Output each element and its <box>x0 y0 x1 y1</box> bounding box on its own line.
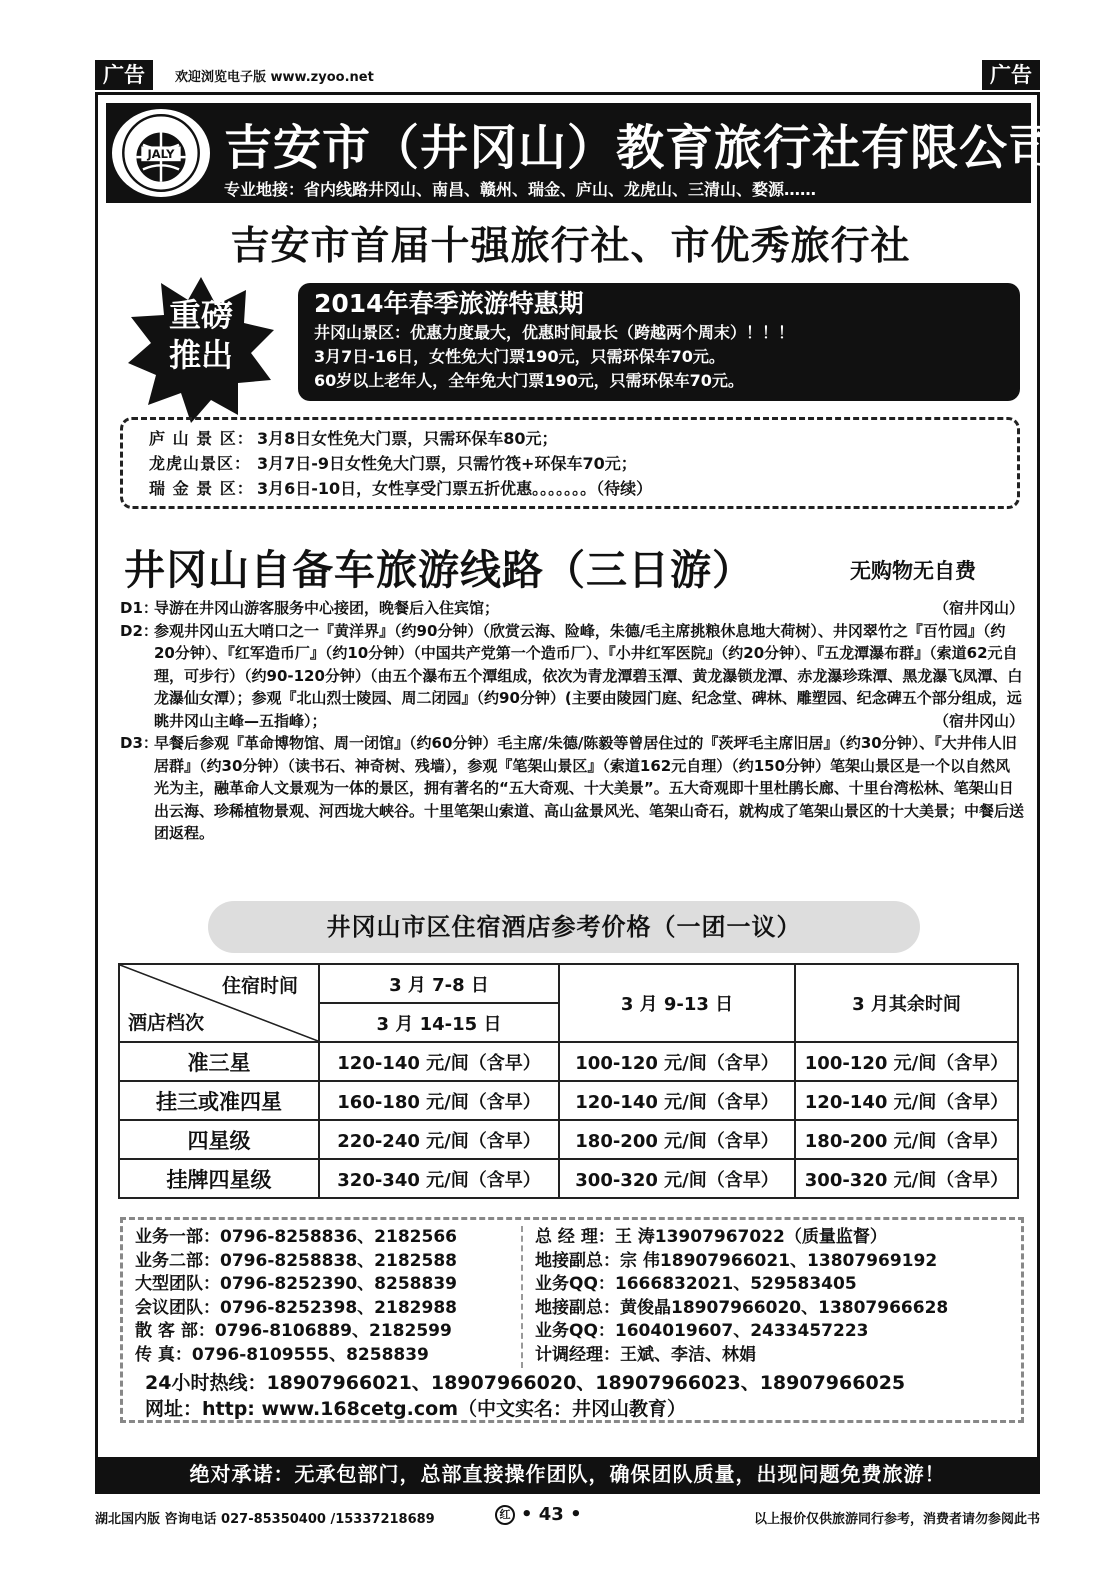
company-logo-icon <box>112 109 210 197</box>
contact-row: 地接副总：宗 伟18907966021、13807969192 <box>535 1250 938 1271</box>
department-contacts <box>135 1226 515 1367</box>
seal-icon: 红 <box>495 1505 515 1525</box>
scenic-label: 庐 山 景 区： <box>149 429 254 448</box>
day-text: 参观井冈山五大哨口之一『黄洋界』（约90分钟）（欣赏云海、险峰，朱德/毛主席挑粮休息地大荷树）、井冈翠竹之『百竹园』（约20分钟）、『红军造币厂』（约10分钟）（中国共产党第一个造币厂）、『小井红军医院』（约20分钟）、『五龙潭瀑布群』（索道62元自理，可步行）（约90-120分钟）（由五个瀑布五个潭组成，依次为青龙潭碧玉潭、黄龙瀑锁龙潭、赤龙瀑珍珠潭、黑龙瀑飞凤潭、白龙瀑仙女潭）；参观『北山烈士陵园、周二闭园』（约90分钟）(主要由陵园门庭、纪念堂、碑林、雕塑园、纪念碑五个部分组成，远眺井冈山主峰—五指峰）； <box>154 621 1023 730</box>
top-bar <box>95 60 1040 90</box>
contact-box <box>120 1217 1024 1423</box>
page-footer <box>95 1504 1040 1528</box>
scenic-offer-row <box>149 426 991 451</box>
day-label: D2： <box>120 621 158 640</box>
footer-edition: 湖北国内版 咨询电话 027-85350400 /15337218689 <box>95 1512 435 1527</box>
logo-text: JALY <box>147 146 175 161</box>
price-cell: 100-120 元/间（含早） <box>795 1042 1018 1081</box>
scenic-offers-box <box>120 417 1020 509</box>
table-row <box>119 1159 1018 1198</box>
hotline: 24小时热线：18907966021、18907966020、18907966023、18907966025 <box>145 1372 906 1394</box>
route-subtitle: 无购物无自费 <box>850 559 976 583</box>
hotel-price-table <box>118 963 1019 1199</box>
promo-title: 2014年春季旅游特惠期 <box>314 289 584 318</box>
promo-line: 井冈山景区：优惠力度最大，优惠时间最长（跨越两个周末）！！！ <box>314 323 795 342</box>
hotel-grade: 挂三或准四星 <box>119 1081 319 1120</box>
scenic-text: 3月6日-10日，女性享受门票五折优惠。。。。。。。（待续） <box>257 479 653 498</box>
contact-row: 业务二部：0796-8258838、2182588 <box>135 1250 457 1271</box>
table-row <box>119 1120 1018 1159</box>
promise-banner: 绝对承诺：无承包部门，总部直接操作团队，确保团队质量，出现问题免费旅游！ <box>98 1457 1037 1491</box>
day-label: D3： <box>120 734 158 752</box>
price-cell: 300-320 元/间（含早） <box>795 1159 1018 1198</box>
scenic-offer-row <box>149 476 991 501</box>
price-cell: 180-200 元/间（含早） <box>795 1120 1018 1159</box>
hotel-grade: 挂牌四星级 <box>119 1159 319 1198</box>
hotel-price-title: 井冈山市区住宿酒店参考价格（一团一议） <box>208 901 920 953</box>
price-cell: 220-240 元/间（含早） <box>319 1120 559 1159</box>
badge-text <box>126 295 276 375</box>
table-row <box>119 1042 1018 1081</box>
ad-frame <box>95 92 1058 1494</box>
contact-row: 计调经理：王斌、李洁、林娟 <box>535 1344 756 1365</box>
hotel-grade: 四星级 <box>119 1120 319 1159</box>
price-cell: 120-140 元/间（含早） <box>319 1042 559 1081</box>
day-stay: （宿井冈山） <box>933 711 1024 730</box>
page-number-text: • 43 • <box>521 1504 582 1525</box>
contact-row: 传 真：0796-8109555、8258839 <box>135 1344 429 1365</box>
day-text: 早餐后参观『革命博物馆、周一闭馆』（约60分钟）毛主席/朱德/陈毅等曾居住过的『茨坪毛主席旧居』（约30分钟）、『大井伟人旧居群』（约30分钟）（读书石、神奇树、残墙），参观『笔架山景区』（索道162元自理）（约150分钟）笔架山景区是一个以自然风光为主，融革命人文景观为一体的景区，拥有著名的“五大奇观、十大美景”。五大奇观即十里杜鹃长廊、十里台湾松林、笔架山日出云海、珍稀植物景观、河西垅大峡谷。十里笔架山索道、高山盆景风光、笔架山奇石，就构成了笔架山景区的十大美景；中餐后送团返程。 <box>154 734 1025 842</box>
contact-row: 地接副总：黄俊晶18907966020、13807966628 <box>535 1297 949 1318</box>
route-title: 井冈山自备车旅游线路（三日游） <box>124 546 754 594</box>
contact-row: 业务QQ：1604019607、2433457223 <box>535 1321 869 1341</box>
company-name: 吉安市（井冈山）教育旅行社有限公司 <box>224 120 1058 176</box>
welcome-text: 欢迎浏览电子版 www.zyoo.net <box>175 70 374 85</box>
itinerary-day <box>120 620 1024 733</box>
contact-row: 总 经 理：王 涛13907967022（质量监督） <box>535 1227 887 1247</box>
table-header-row <box>119 964 1018 1003</box>
price-cell: 160-180 元/间（含早） <box>319 1081 559 1120</box>
scenic-label: 龙虎山景区： <box>149 454 252 473</box>
website: 网址：http: www.168cetg.com（中文实名：井冈山教育） <box>145 1398 686 1420</box>
contact-row: 会议团队：0796-8252398、2182988 <box>135 1297 457 1318</box>
contact-row: 大型团队：0796-8252390、8258839 <box>135 1274 457 1294</box>
column-header: 3 月 7-8 日 <box>319 964 559 1003</box>
price-cell: 120-140 元/间（含早） <box>795 1081 1018 1120</box>
hotel-grade: 准三星 <box>119 1042 319 1081</box>
day-text: 导游在井冈山游客服务中心接团，晚餐后入住宾馆； <box>154 599 500 617</box>
badge-line-1: 重磅 <box>168 296 233 334</box>
corner-bottom-label: 酒店档次 <box>128 1012 205 1034</box>
itinerary-day <box>120 732 1024 845</box>
price-cell: 100-120 元/间（含早） <box>559 1042 795 1081</box>
footer-disclaimer: 以上报价仅供旅游同行参考，消费者请勿参阅此书 <box>753 1512 1040 1527</box>
ad-label-left: 广告 <box>95 60 153 90</box>
price-cell: 320-340 元/间（含早） <box>319 1159 559 1198</box>
price-cell: 120-140 元/间（含早） <box>559 1081 795 1120</box>
contact-row: 散 客 部：0796-8106889、2182599 <box>135 1321 452 1341</box>
scenic-label: 瑞 金 景 区： <box>149 479 254 498</box>
promo-box <box>298 283 1020 401</box>
contact-row: 业务一部：0796-8258836、2182566 <box>135 1227 457 1247</box>
day-stay: （宿井冈山） <box>933 599 1024 617</box>
corner-top-label: 住宿时间 <box>221 975 298 997</box>
itinerary-day <box>120 597 1024 620</box>
divider <box>521 1226 523 1368</box>
table-corner-cell <box>119 964 319 1042</box>
award-headline: 吉安市首届十强旅行社、市优秀旅行社 <box>230 224 911 269</box>
promo-line: 3月7日-16日，女性免大门票190元，只需环保车70元。 <box>314 347 725 366</box>
column-header: 3 月 9-13 日 <box>559 964 795 1042</box>
page-number <box>495 1504 582 1525</box>
contact-row: 业务QQ：1666832021、529583405 <box>535 1274 857 1294</box>
badge-line-2: 推出 <box>168 336 233 374</box>
column-header: 3 月 14-15 日 <box>319 1003 559 1042</box>
scenic-text: 3月7日-9日女性免大门票，只需竹筏+环保车70元； <box>257 454 637 473</box>
ad-label-right: 广告 <box>982 60 1040 90</box>
scenic-text: 3月8日女性免大门票，只需环保车80元； <box>257 429 558 448</box>
company-header <box>106 103 1058 203</box>
itinerary <box>120 597 1024 845</box>
price-cell: 180-200 元/间（含早） <box>559 1120 795 1159</box>
manager-contacts <box>535 1226 1035 1367</box>
table-row <box>119 1081 1018 1120</box>
scenic-offer-row <box>149 451 991 476</box>
promo-line: 60岁以上老年人，全年免大门票190元，只需环保车70元。 <box>314 371 744 390</box>
day-label: D1： <box>120 599 158 617</box>
price-cell: 300-320 元/间（含早） <box>559 1159 795 1198</box>
column-header: 3 月其余时间 <box>795 964 1018 1042</box>
company-subtitle: 专业地接：省内线路井冈山、南昌、赣州、瑞金、庐山、龙虎山、三清山、婺源…… <box>224 180 817 199</box>
